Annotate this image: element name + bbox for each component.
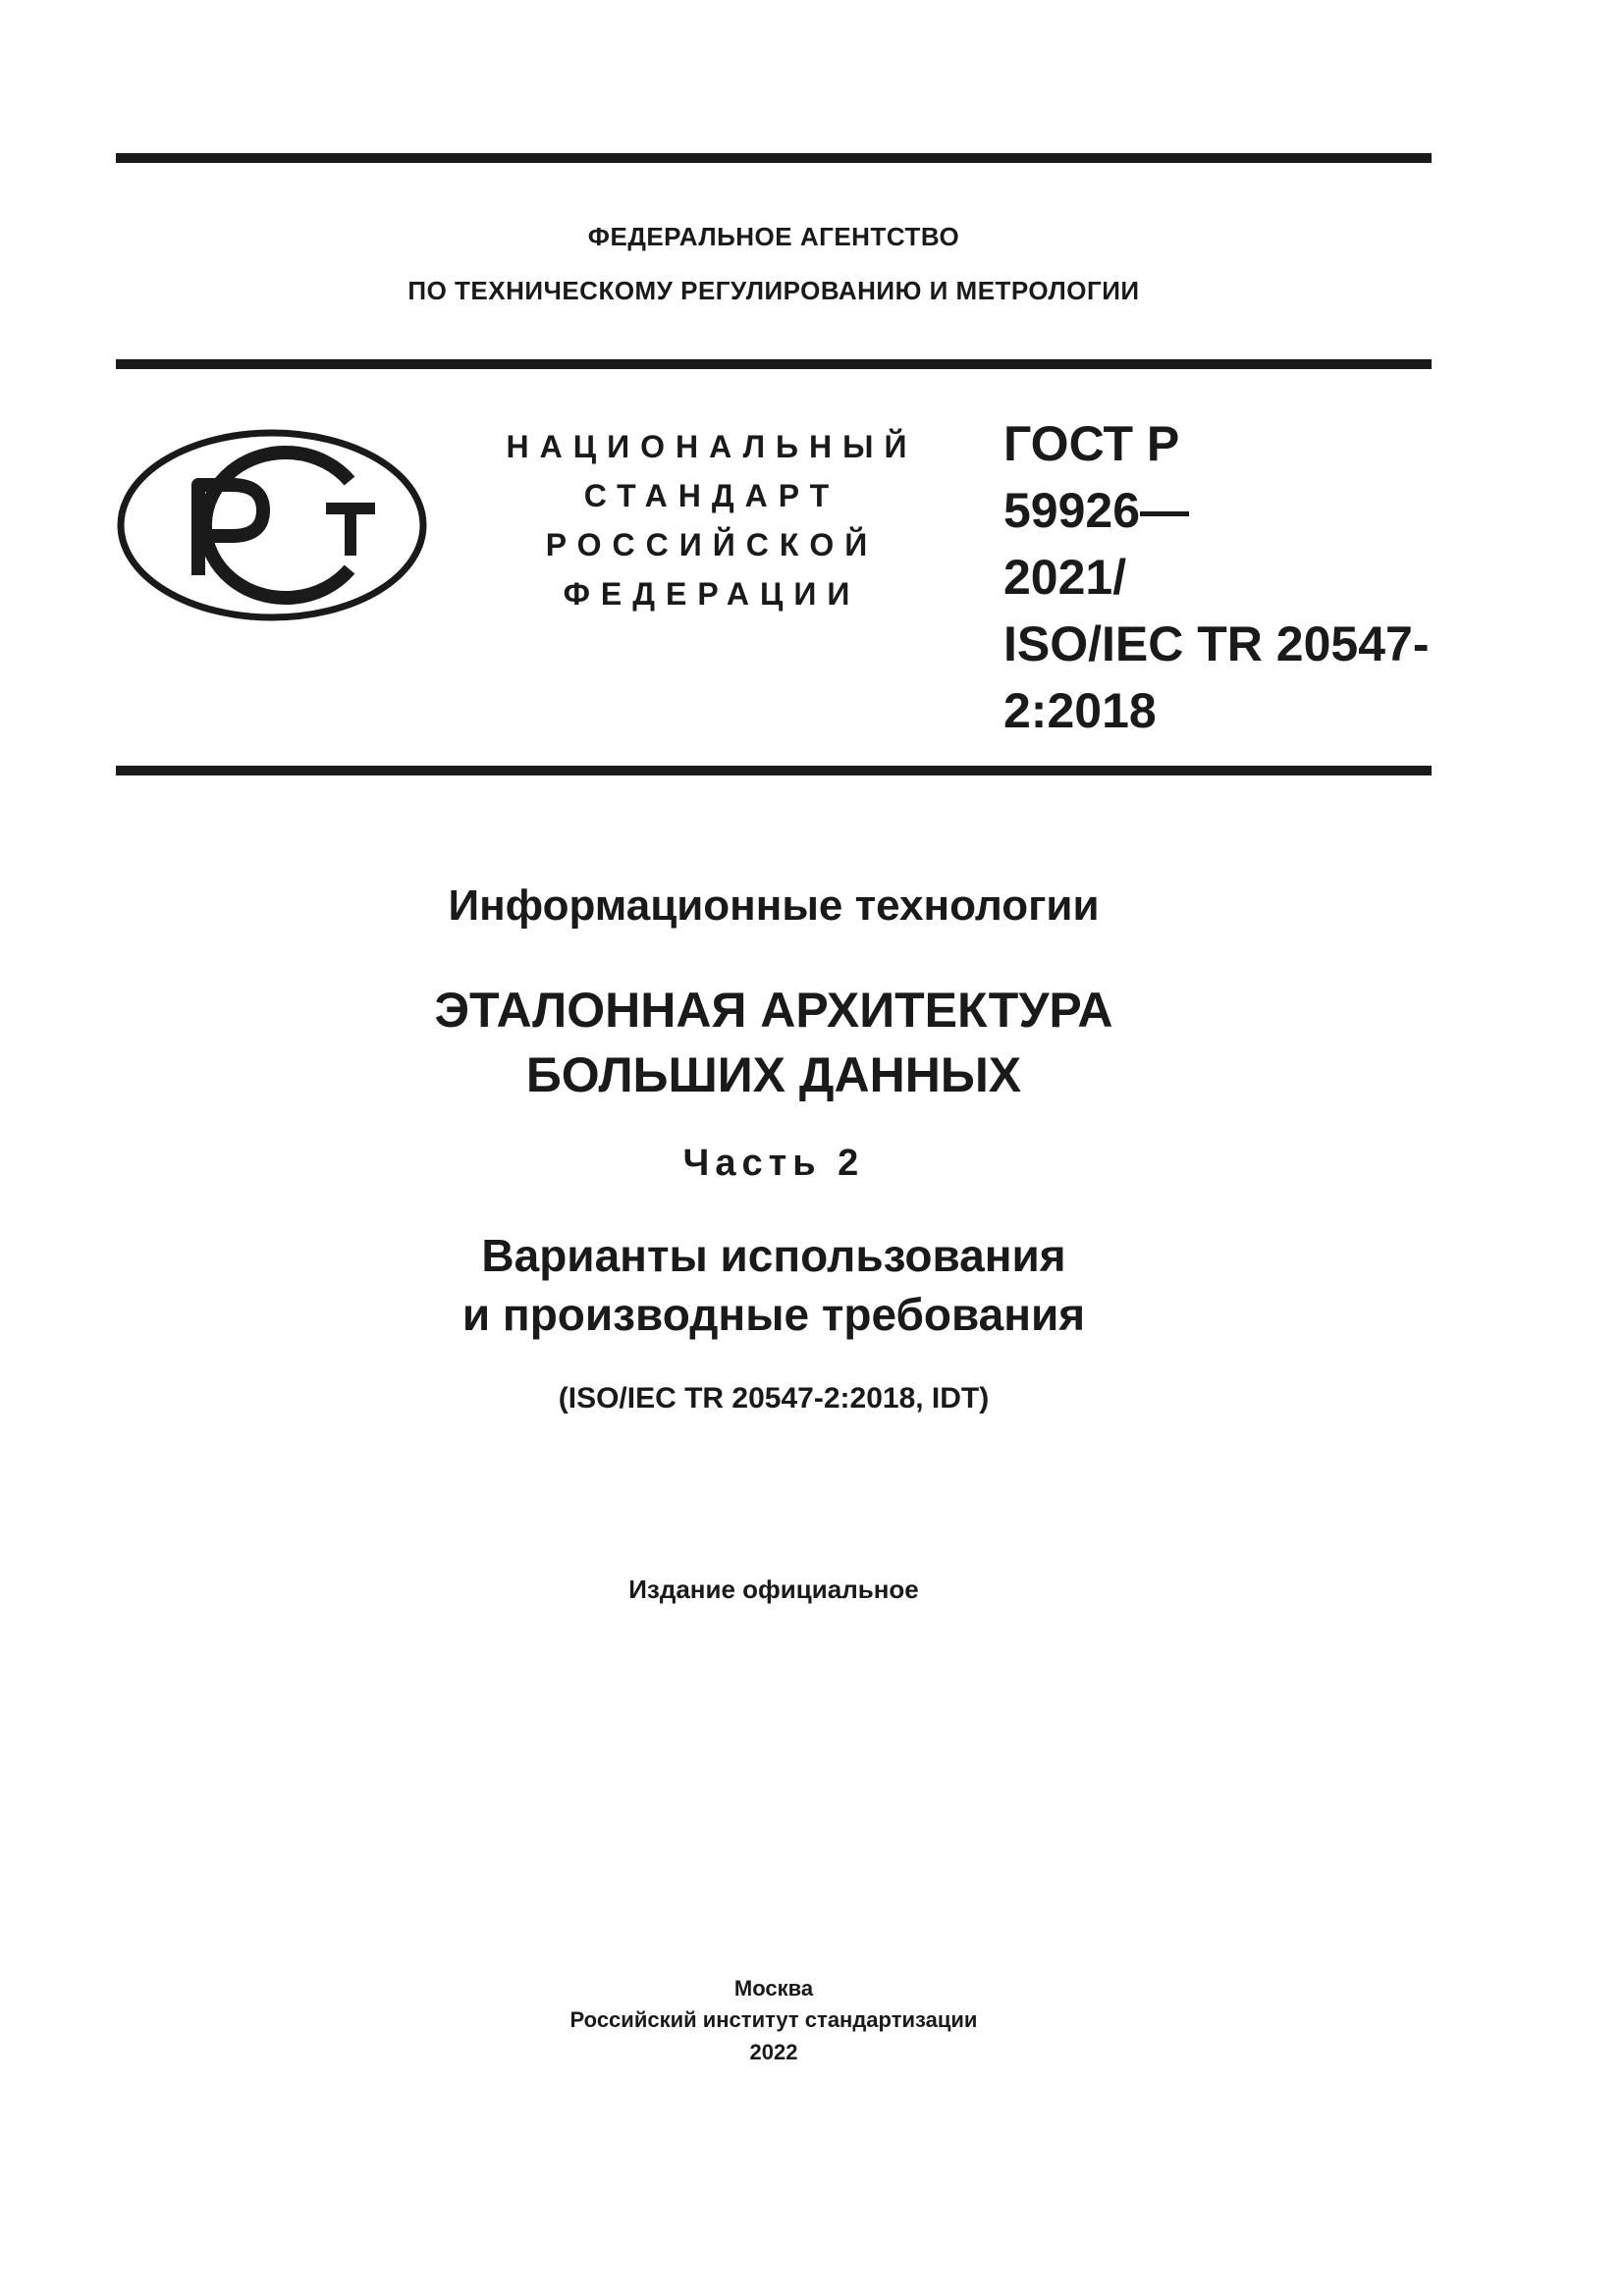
subtitle-line-2: и производные требования (461, 1289, 1086, 1340)
publisher-city: Москва (733, 1976, 814, 2001)
agency-line-2: ПО ТЕХНИЧЕСКОМУ РЕГУЛИРОВАНИЮ И МЕТРОЛОГИИ (407, 276, 1140, 305)
rst-certification-logo-icon (116, 428, 428, 627)
national-standard-line-2: СТАНДАРТ (583, 478, 840, 513)
publication-year: 2022 (749, 2040, 798, 2064)
designation-line-4: ISO/IEC TR 20547- (1003, 616, 1430, 671)
designation-line-5: 2:2018 (1003, 683, 1157, 738)
national-standard-line-3: РОССИЙСКОЙ (545, 527, 879, 562)
edition-label: Издание официальное (628, 1575, 919, 1604)
publisher-institute: Российский институт стандартизации (569, 2007, 978, 2032)
general-title: Информационные технологии (448, 881, 1100, 930)
agency-line-1: ФЕДЕРАЛЬНОЕ АГЕНТСТВО (587, 222, 960, 251)
identical-standard-reference: (ISO/IEC TR 20547-2:2018, IDT) (558, 1382, 990, 1415)
main-title-line-2: БОЛЬШИХ ДАННЫХ (525, 1047, 1022, 1102)
national-standard-line-1: НАЦИОНАЛЬНЫЙ (506, 429, 918, 464)
designation-line-1: ГОСТ Р (1003, 416, 1180, 471)
national-standard-line-4: ФЕДЕРАЦИИ (563, 576, 861, 612)
standard-designation (1003, 410, 1430, 744)
header-bottom-rule (116, 766, 1432, 775)
part-label: Часть 2 (682, 1143, 865, 1184)
agency-bottom-rule (116, 359, 1432, 369)
top-rule (116, 153, 1432, 163)
national-standard-label (491, 422, 933, 618)
designation-line-2: 59926— (1003, 483, 1190, 538)
subtitle-line-1: Варианты использования (481, 1230, 1066, 1281)
designation-line-3: 2021/ (1003, 550, 1127, 605)
main-title-line-1: ЭТАЛОННАЯ АРХИТЕКТУРА (434, 983, 1113, 1038)
